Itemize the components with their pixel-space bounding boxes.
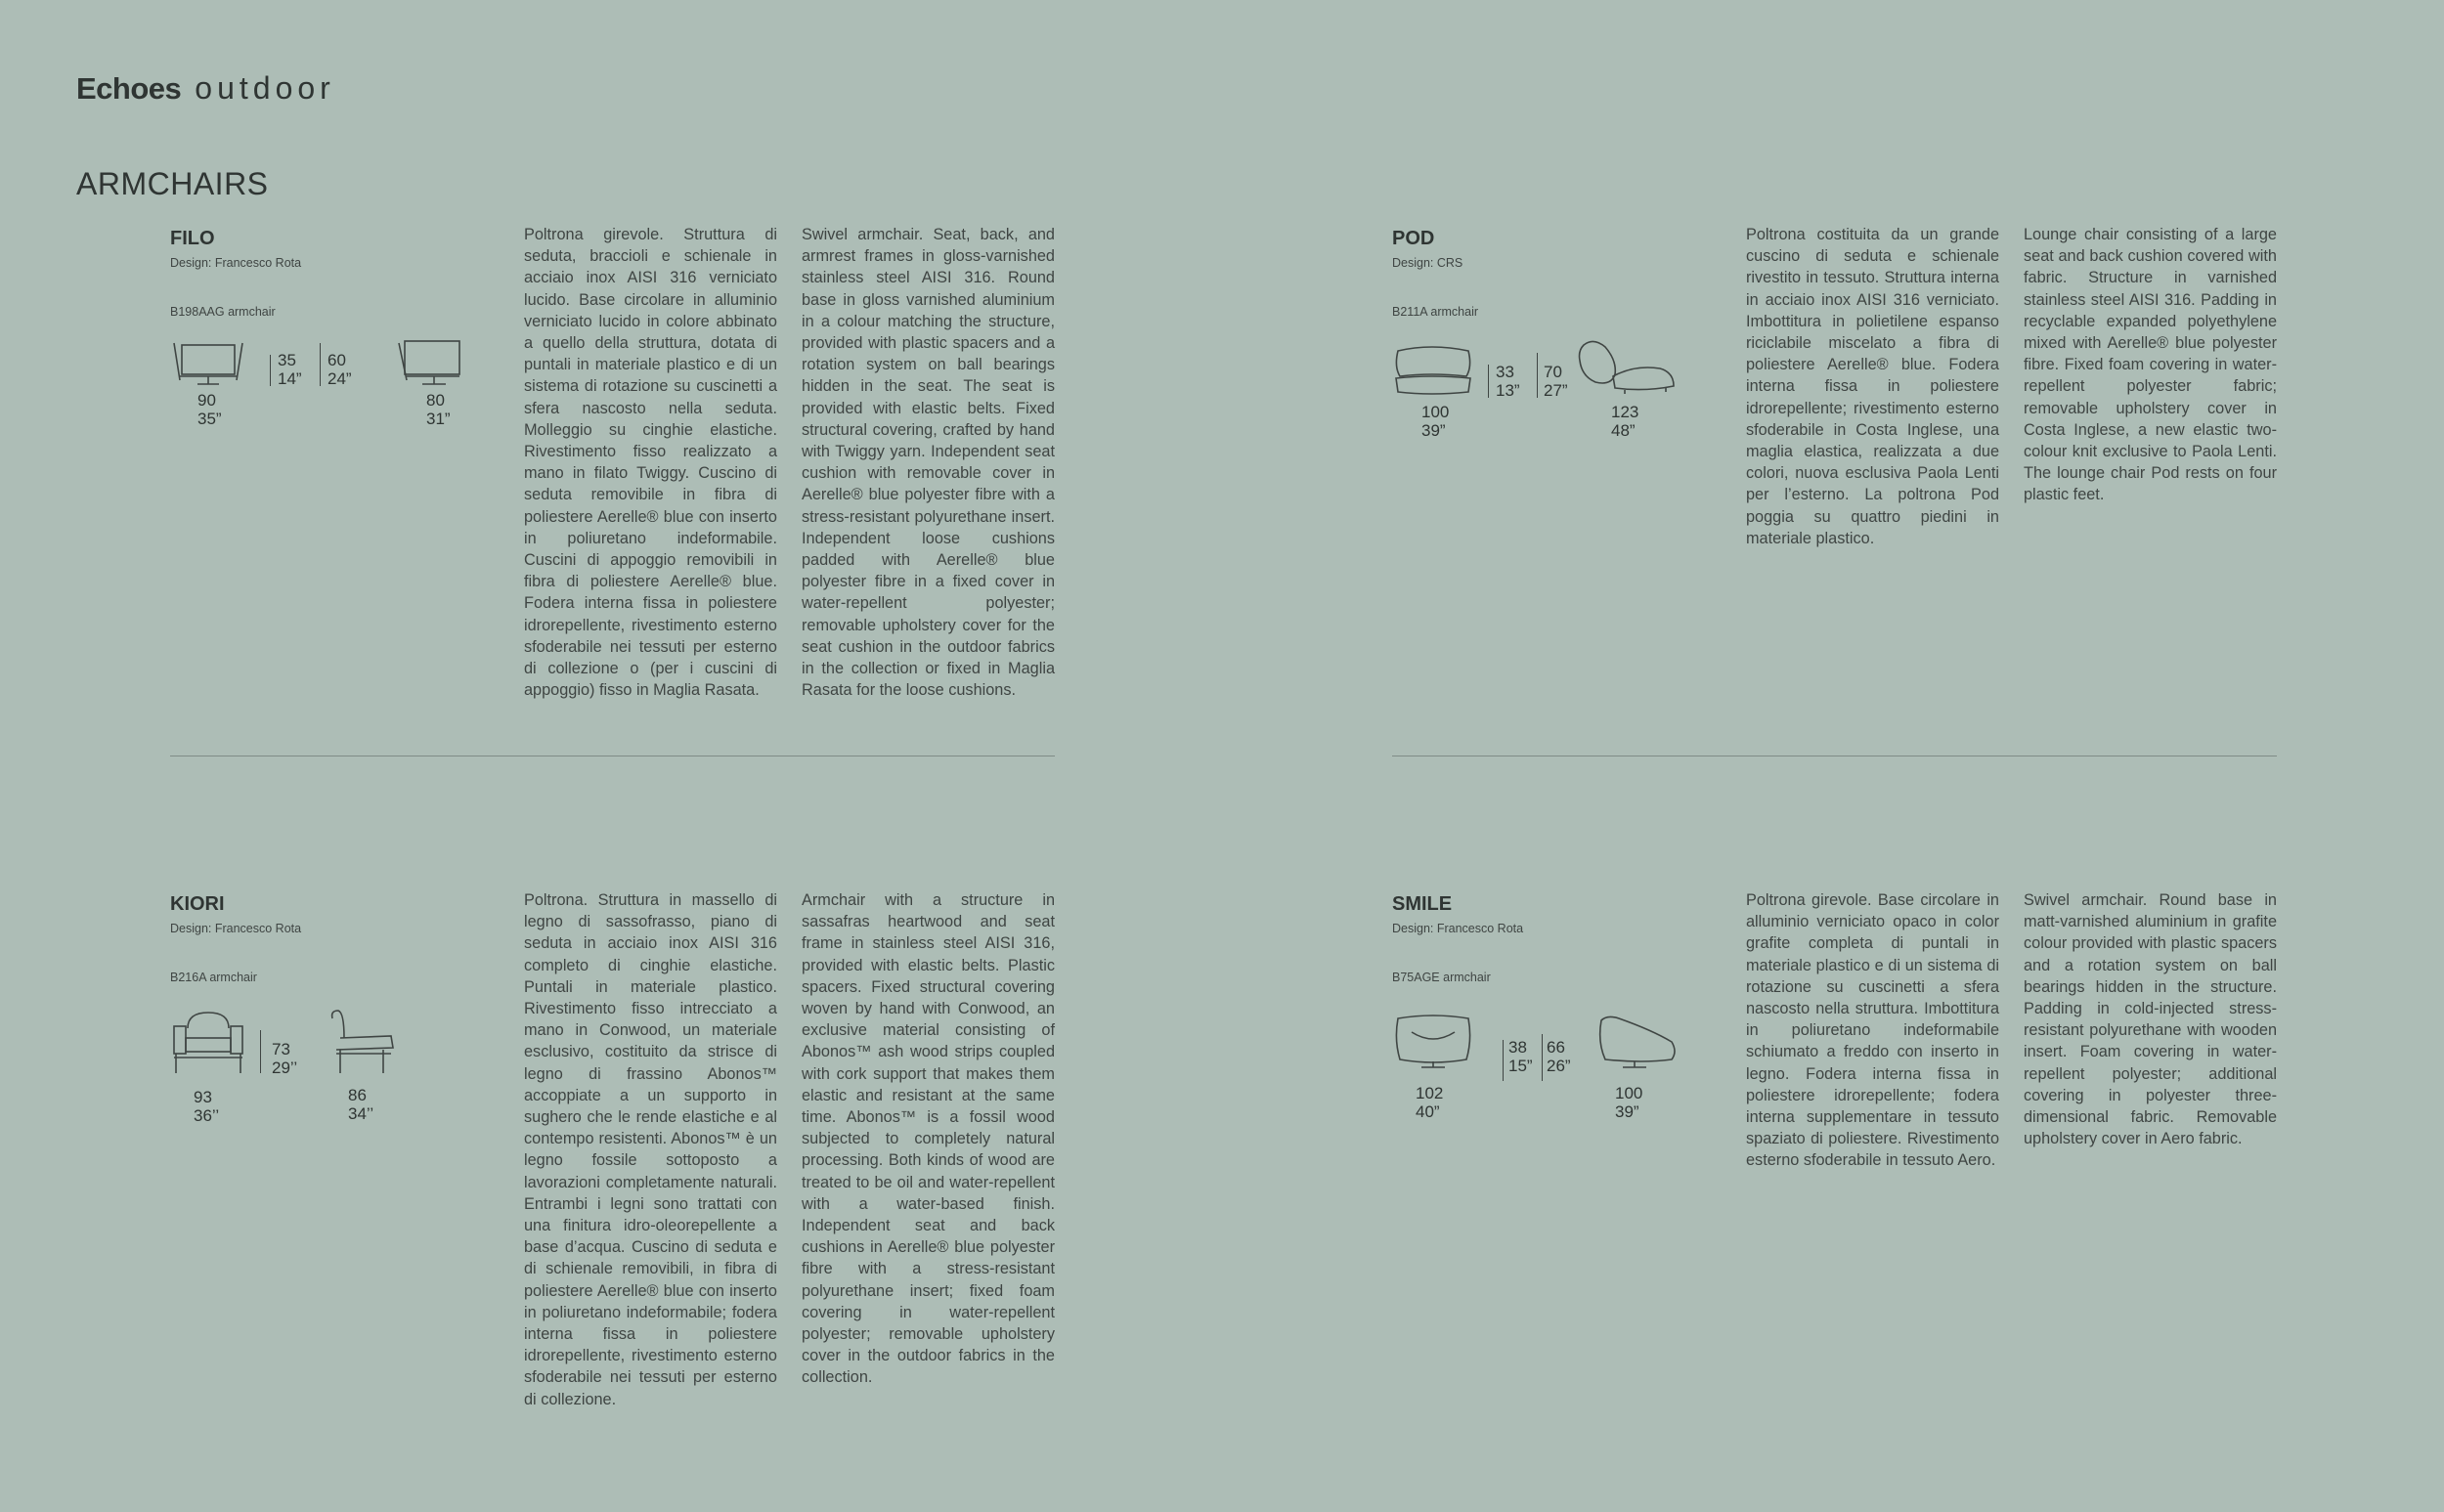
dim-width: 102 bbox=[1416, 1084, 1444, 1102]
product-code: B198AAG armchair bbox=[170, 305, 276, 319]
dim-width-inch: 39” bbox=[1421, 421, 1446, 440]
description-italian: Poltrona girevole. Struttura di seduta, braccioli e schienale in acciaio inox AISI 316 verniciato lucido. Base circolare in alluminio verniciato lucido in colore abbinato a quello della struttura, dotata di puntali in materiale plastico e di un sistema di rotazione su cuscinetti a sfera nascosto nella seduta. Molleggio su cinghie elastiche. Rivestimento fisso realizzato a mano in filato Twiggy. Cuscino di seduta removibile in fibra di poliestere Aerelle® blue con inserto in poliuretano indeformabile. Cuscini di appoggio removibili in fibra di poliestere Aerelle® blue. Fodera interna fissa in poliestere idrorepellente, rivestimento esterno sfoderabile nei tessuti per esterno di collezione o (per i cuscini di appoggio) fisso in Maglia Rasata. bbox=[524, 226, 777, 700]
brand-line: outdoor bbox=[195, 70, 335, 106]
dim-divider bbox=[1537, 353, 1538, 398]
dimension-drawing bbox=[170, 325, 502, 443]
dim-height-inch: 27” bbox=[1544, 381, 1568, 400]
description-italian: Poltrona girevole. Base circolare in alluminio verniciato opaco in color grafite completa di puntali in materiale plastico e di un sistema di rotazione su cuscinetti a sfera nascosto nella struttura. Imbottitura in poliuretano indeformabile schiumato a freddo con inserto in legno. Fodera interna fissa in poliestere idrorepellente; fodera interna supplementare in tessuto spaziato di poliestere. Rivestimento esterno sfoderabile in tessuto Aero. bbox=[1746, 891, 1999, 1170]
dim-seat-height-inch: 14” bbox=[278, 369, 302, 388]
armchair-side-drawing bbox=[395, 339, 465, 390]
product-code: B211A armchair bbox=[1392, 305, 1479, 319]
product-code: B216A armchair bbox=[170, 971, 257, 984]
dimension-drawing bbox=[1392, 991, 1724, 1121]
product-name: KIORI bbox=[170, 893, 225, 915]
armchair-front-drawing bbox=[1392, 1013, 1474, 1073]
dim-divider bbox=[1542, 1034, 1543, 1081]
dim-seat-height: 33 bbox=[1496, 363, 1514, 381]
dimension-drawing bbox=[170, 991, 502, 1125]
dim-depth-inch: 34’’ bbox=[348, 1104, 374, 1123]
product-name: POD bbox=[1392, 228, 1435, 249]
brand-name: Echoes bbox=[76, 71, 182, 106]
dim-width-inch: 40” bbox=[1416, 1102, 1440, 1121]
dim-depth: 86 bbox=[348, 1086, 367, 1104]
dim-depth: 80 bbox=[426, 391, 445, 410]
dim-height-inch: 24” bbox=[327, 369, 352, 388]
dim-divider bbox=[270, 355, 271, 386]
brand-logo bbox=[76, 70, 335, 107]
dim-width-inch: 35” bbox=[197, 410, 222, 428]
dim-depth: 123 bbox=[1611, 403, 1639, 421]
product-code: B75AGE armchair bbox=[1392, 971, 1491, 984]
dim-seat-height-inch: 13” bbox=[1496, 381, 1520, 400]
dim-width-inch: 36’’ bbox=[194, 1106, 220, 1125]
dimension-drawing bbox=[1392, 325, 1724, 443]
description-english: Lounge chair consisting of a large seat and back cushion covered with fabric. Structure in varnished stainless steel AISI 316. Padding in recyclable expanded polyethylene mixed with Aerelle® blue polyester fibre. Fixed foam covering in water-repellent polyester fabric; removable upholstery cover in Costa Inglese, a new elastic two-colour knit exclusive to Paola Lenti. The lounge chair Pod rests on four plastic feet. bbox=[2024, 226, 2277, 504]
dim-height: 60 bbox=[327, 351, 346, 369]
dim-depth-inch: 48” bbox=[1611, 421, 1636, 440]
dim-width: 93 bbox=[194, 1088, 212, 1106]
product-designer: Design: Francesco Rota bbox=[1392, 922, 1524, 935]
dim-seat-height: 35 bbox=[278, 351, 296, 369]
dim-height: 70 bbox=[1544, 363, 1562, 381]
dim-height: 66 bbox=[1547, 1038, 1565, 1057]
armchair-front-drawing bbox=[170, 339, 246, 390]
description-english: Armchair with a structure in sassafras heartwood and seat frame in stainless steel AISI 316, provided with elastic belts. Plastic spacers. Fixed structural covering woven by hand with Conwood, an exclusive material consisting of Abonos™ ash wood strips coupled with cork support that makes them elastic and resistant at the same time. Abonos™ is a fossil wood subjected to completely natural processing. Both kinds of wood are treated to be oil and water-repellent with a water-based finish. Independent seat and back cushions in Aerelle® blue polyester fibre with a stress-resistant polyurethane insert; fixed foam covering in water-repellent polyester; removable upholstery cover in the outdoor fabrics in the collection. bbox=[802, 891, 1055, 1387]
description-english: Swivel armchair. Seat, back, and armrest frames in gloss-varnished stainless steel AISI 316. Round base in gloss varnished aluminium in a colour matching the structure, provided with plastic spacers and a rotation system on ball bearings hidden in the seat. The seat is provided with elastic belts. Fixed structural covering, crafted by hand with Twiggy yarn. Independent seat cushion with removable cover in Aerelle® blue polyester fibre with a stress-resistant polyurethane insert. Independent loose cushions padded with Aerelle® blue polyester fibre in a fixed cover in water-repellent polyester; removable upholstery cover for the seat cushion in the outdoor fabrics in the collection or fixed in Maglia Rasata for the loose cushions. bbox=[802, 226, 1055, 700]
dim-depth: 100 bbox=[1615, 1084, 1643, 1102]
dim-divider bbox=[1503, 1040, 1504, 1081]
armchair-front-drawing bbox=[1392, 343, 1474, 398]
dim-width: 90 bbox=[197, 391, 216, 410]
product-name: SMILE bbox=[1392, 893, 1453, 915]
dim-seat-height: 38 bbox=[1508, 1038, 1527, 1057]
dim-height-inch: 29’’ bbox=[272, 1058, 298, 1077]
description-english: Swivel armchair. Round base in matt-varnished aluminium in grafite colour provided with plastic spacers and a rotation system on ball bearings hidden in the structure. Padding in cold-injected stress-resistant polyurethane with wooden insert. Foam covering in water-repellent polyester; additional covering in polyester three-dimensional fabric. Removable upholstery cover in Aero fabric. bbox=[2024, 891, 2277, 1148]
product-designer: Design: Francesco Rota bbox=[170, 922, 302, 935]
dim-divider bbox=[320, 343, 321, 386]
dim-height: 73 bbox=[272, 1040, 290, 1058]
dim-depth-inch: 31” bbox=[426, 410, 451, 428]
description-italian: Poltrona. Struttura in massello di legno di sassofrasso, piano di seduta in acciaio inox AISI 316 completo di cinghie elastiche. Puntali in materiale plastico. Rivestimento fisso intrecciato a mano in Conwood, un materiale esclusivo, costituito da strisce di legno di frassino Abonos™ accoppiate a un supporto in sughero che le rende elastiche e al contempo resistenti. Abonos™ è un legno fossile sottoposto a lavorazioni completamente naturali. Entrambi i legni sono trattati con una finitura idro-oleorepellente a base d’acqua. Cuscino di seduta e di schienale removibili, in fibra di poliestere Aerelle® blue con inserto in poliuretano indeformabile; fodera interna fissa in poliestere idrorepellente, rivestimento esterno sfoderabile nei tessuti per esterno di collezione. bbox=[524, 891, 777, 1408]
dim-depth-inch: 39” bbox=[1615, 1102, 1639, 1121]
armchair-side-drawing bbox=[327, 1009, 397, 1077]
product-designer: Design: CRS bbox=[1392, 256, 1463, 270]
section-title: ARMCHAIRS bbox=[76, 166, 269, 201]
dim-height-inch: 26” bbox=[1547, 1057, 1571, 1075]
dim-divider bbox=[260, 1030, 261, 1073]
dim-seat-height-inch: 15” bbox=[1508, 1057, 1533, 1075]
dim-divider bbox=[1488, 365, 1489, 398]
dim-width: 100 bbox=[1421, 403, 1450, 421]
product-name: FILO bbox=[170, 228, 215, 249]
product-designer: Design: Francesco Rota bbox=[170, 256, 302, 270]
armchair-side-drawing bbox=[1593, 1013, 1681, 1073]
armchair-side-drawing bbox=[1576, 339, 1680, 400]
armchair-front-drawing bbox=[170, 1009, 246, 1077]
description-italian: Poltrona costituita da un grande cuscino di seduta e schienale rivestito in tessuto. Struttura interna in acciaio inox AISI 316 verniciato. Imbottitura in polietilene espanso riciclabile miscelato a fibra di poliestere Aerelle® blue. Fodera interna fissa in poliestere idrorepellente; rivestimento esterno sfoderabile in Costa Inglese, una maglia elastica, realizzata a due colori, nuova esclusiva Paola Lenti per l’esterno. La poltrona Pod poggia su quattro piedini in materiale plastico. bbox=[1746, 226, 1999, 547]
